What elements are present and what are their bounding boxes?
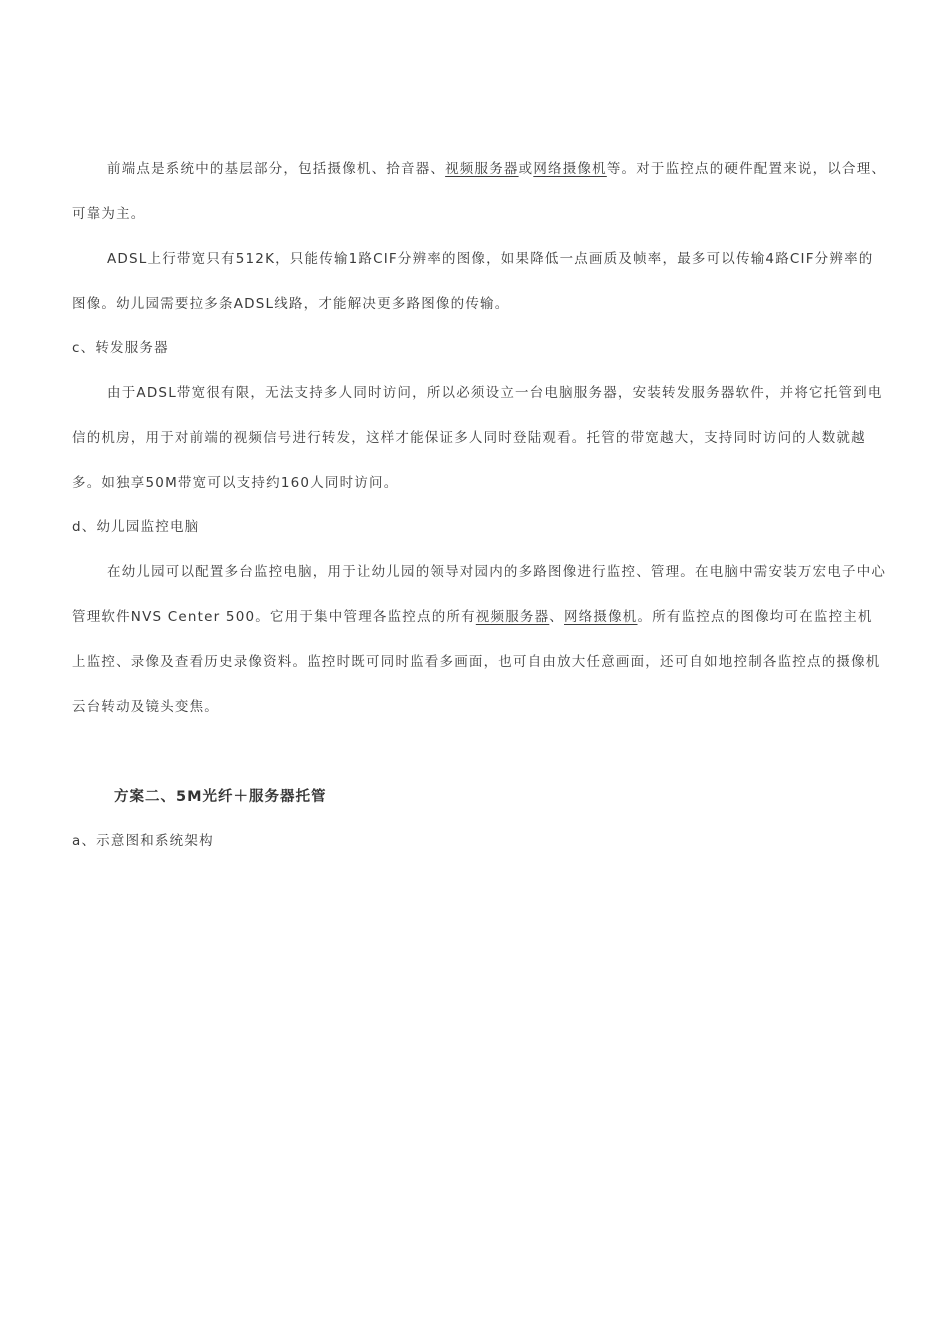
paragraph-text: 等。对于监控点的硬件配置来说，以合理、可靠为主。 [72, 161, 887, 222]
link-network-camera[interactable]: 网络摄像机 [533, 161, 607, 177]
link-video-server[interactable]: 视频服务器 [475, 609, 550, 625]
paragraph-text: 在幼儿园可以配置多台监控电脑，用于让幼儿园的领导对园内的多路图像进行监控、管理。在电脑中需安装万宏电子中心管理软件NVS Center 500。它用于集中管理各监控点的所有 [72, 564, 887, 625]
link-network-camera[interactable]: 网络摄像机 [564, 609, 638, 625]
paragraph-text: 或 [518, 161, 534, 177]
section-title-d: d、幼儿园监控电脑 [72, 519, 200, 535]
link-video-server[interactable]: 视频服务器 [445, 161, 519, 177]
paragraph-text: 、 [549, 609, 564, 625]
section-title-c: c、转发服务器 [72, 340, 169, 356]
paragraph-monitor-pc [72, 550, 887, 730]
paragraph-adsl: ADSL上行带宽只有512K，只能传输1路CIF分辨率的图像，如果降低一点画质及帧率，最多可以传输4路CIF分辨率的图像。幼儿园需要拉多条ADSL线路，才能解决更多路图像的传输。 [72, 251, 874, 312]
section-title-a: a、示意图和系统架构 [72, 833, 214, 849]
scheme-two-heading: 方案二、5M光纤＋服务器托管 [114, 789, 327, 805]
paragraph-text: 。所有监控点的图像均可在监控主机上监控、录像及查看历史录像资料。监控时既可同时监看多画面，也可自由放大任意画面，还可自如地控制各监控点的摄像机云台转动及镜头变焦。 [72, 609, 881, 715]
paragraph-forwarding-server: 由于ADSL带宽很有限，无法支持多人同时访问，所以必须设立一台电脑服务器，安装转发服务器软件，并将它托管到电信的机房，用于对前端的视频信号进行转发，这样才能保证多人同时登陆观看。托管的带宽越大，支持同时访问的人数就越多。如独享50M带宽可以支持约160人同时访问。 [72, 385, 883, 491]
paragraph-text: 前端点是系统中的基层部分，包括摄像机、拾音器、 [107, 161, 446, 177]
paragraph-front-end [72, 147, 887, 237]
